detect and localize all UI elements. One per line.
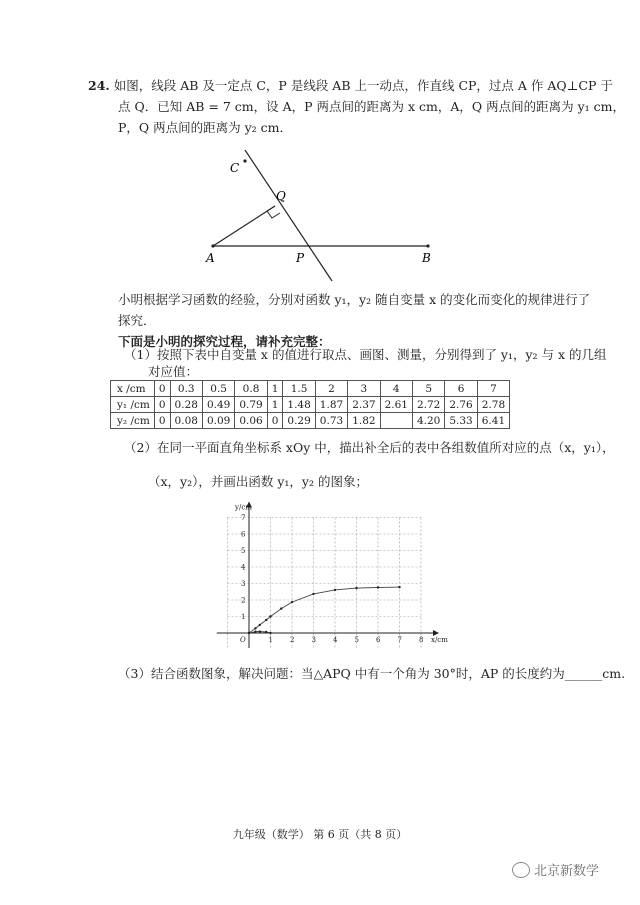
label-a: A bbox=[206, 251, 215, 265]
table-cell bbox=[380, 413, 412, 429]
table-cell: 2.76 bbox=[445, 397, 477, 413]
coordinate-chart bbox=[205, 500, 450, 648]
series-y2-point bbox=[248, 632, 250, 634]
part1-line-2: 对应值： bbox=[148, 364, 199, 379]
table-cell: 2.78 bbox=[477, 397, 509, 413]
point-c bbox=[243, 159, 246, 162]
label-p: P bbox=[296, 251, 305, 265]
table-cell: 2.61 bbox=[380, 397, 412, 413]
table-cell: 0 bbox=[154, 397, 170, 413]
intro-line-2: 探究． bbox=[118, 313, 156, 328]
table-cell: 0.8 bbox=[235, 381, 267, 397]
y-tick-label: 4 bbox=[241, 563, 246, 572]
x-tick-label: 5 bbox=[354, 636, 359, 644]
series-y1-point bbox=[265, 619, 267, 621]
series-y2-point bbox=[265, 631, 267, 633]
table-cell: 0.28 bbox=[170, 397, 202, 413]
x-tick-label: 2 bbox=[290, 636, 295, 644]
x-tick-label: 3 bbox=[311, 636, 316, 644]
problem-line-2: 点 Q．已知 AB = 7 cm，设 A，P 两点间的距离为 x cm，A，Q 两点间的距离为 y₁ cm， bbox=[118, 99, 625, 114]
table-row bbox=[111, 381, 510, 397]
table-cell: 0.49 bbox=[202, 397, 234, 413]
table-cell: 0.5 bbox=[202, 381, 234, 397]
table-row-label: y₁ /cm bbox=[111, 397, 155, 413]
label-q: Q bbox=[276, 189, 286, 203]
table-cell: 0 bbox=[154, 413, 170, 429]
table-cell: 1 bbox=[267, 381, 283, 397]
chart-axes bbox=[217, 502, 439, 649]
table-cell: 1.87 bbox=[315, 397, 347, 413]
origin-label: O bbox=[240, 636, 246, 644]
table-cell: 1.82 bbox=[348, 413, 380, 429]
values-table bbox=[110, 380, 510, 429]
series-y2-point bbox=[254, 630, 256, 632]
line-cp bbox=[245, 150, 332, 281]
right-angle-mark bbox=[267, 206, 280, 218]
series-y1-point bbox=[334, 589, 336, 591]
y-tick-label: 3 bbox=[241, 580, 246, 588]
table-row bbox=[111, 413, 510, 429]
x-tick-label: 1 bbox=[268, 636, 273, 644]
table-row bbox=[111, 397, 510, 413]
table-cell: 0.3 bbox=[170, 381, 202, 397]
x-tick-label: 6 bbox=[376, 636, 381, 644]
part2-line-1: （2）在同一平面直角坐标系 xOy 中，描出补全后的表中各组数值所对应的点（x，y₁）， bbox=[124, 440, 615, 455]
table-cell: 0 bbox=[267, 413, 283, 429]
table-cell: 3 bbox=[348, 381, 380, 397]
y-axis-label: y/cm bbox=[235, 503, 252, 512]
table-cell: 1.48 bbox=[283, 397, 315, 413]
label-b: B bbox=[422, 251, 431, 265]
y-tick-label: 1 bbox=[241, 613, 246, 621]
table-cell: 0.29 bbox=[283, 413, 315, 429]
series-y1-point bbox=[377, 586, 379, 588]
label-c: C bbox=[230, 161, 240, 175]
series-y2-point bbox=[259, 630, 261, 632]
part1-line-1: （1）按照下表中自变量 x 的值进行取点、画图、测量，分别得到了 y₁，y₂ 与 x 的几组 bbox=[124, 347, 607, 362]
watermark-text: 北京新数学 bbox=[534, 864, 600, 879]
page-footer: 九年级（数学） 第 6 页（共 8 页） bbox=[232, 828, 408, 841]
table-cell: 4.20 bbox=[412, 413, 444, 429]
wechat-icon bbox=[512, 862, 530, 878]
series-y1-point bbox=[280, 607, 282, 609]
table-cell: 1.5 bbox=[283, 381, 315, 397]
part3-text: （3）结合函数图象，解决问题：当△APQ 中有一个角为 30°时，AP 的长度约为 bbox=[118, 666, 565, 681]
table-cell: 2.72 bbox=[412, 397, 444, 413]
table-cell: 0.79 bbox=[235, 397, 267, 413]
table-cell: 0.09 bbox=[202, 413, 234, 429]
table-cell: 2 bbox=[315, 381, 347, 397]
series-y1-point bbox=[254, 627, 256, 629]
series-y1-point bbox=[291, 601, 293, 603]
x-tick-label: 4 bbox=[333, 636, 338, 644]
y-tick-label: 7 bbox=[241, 514, 246, 522]
x-axis-label: x/cm bbox=[431, 636, 448, 644]
watermark bbox=[512, 860, 599, 879]
y-tick-label: 6 bbox=[241, 530, 246, 539]
section-heading: 下面是小明的探究过程，请补充完整： bbox=[118, 334, 331, 349]
point-b bbox=[426, 244, 429, 247]
x-tick-label: 7 bbox=[397, 636, 402, 644]
table-cell: 5 bbox=[412, 381, 444, 397]
table-cell: 4 bbox=[380, 381, 412, 397]
table-cell: 0.08 bbox=[170, 413, 202, 429]
table-cell: 5.33 bbox=[445, 413, 477, 429]
table-cell: 0.06 bbox=[235, 413, 267, 429]
series-y2-point bbox=[269, 632, 271, 634]
problem-text-1: 如图，线段 AB 及一定点 C，P 是线段 AB 上一动点，作直线 CP，过点 A 作 AQ⊥CP 于 bbox=[113, 78, 613, 93]
table-row-label: y₂ /cm bbox=[111, 413, 155, 429]
part2-line-2: （x，y₂），并画出函数 y₁，y₂ 的图象； bbox=[148, 474, 368, 489]
table-row-label: x /cm bbox=[111, 381, 155, 397]
problem-number: 24. bbox=[88, 78, 110, 93]
y-tick-label: 5 bbox=[241, 547, 246, 555]
segment-aq bbox=[213, 206, 275, 246]
series-y1-point bbox=[269, 615, 271, 617]
series-y1-point bbox=[259, 624, 261, 626]
point-a bbox=[211, 244, 214, 247]
series-y1-point bbox=[398, 586, 400, 588]
problem-line-3: P，Q 两点间的距离为 y₂ cm． bbox=[118, 120, 293, 135]
table-cell: 0.73 bbox=[315, 413, 347, 429]
table-cell: 1 bbox=[267, 397, 283, 413]
part3-unit: cm. bbox=[602, 666, 626, 681]
chart-ticks bbox=[234, 504, 448, 645]
table-cell: 7 bbox=[477, 381, 509, 397]
answer-blank[interactable]: ______ bbox=[564, 666, 603, 681]
table-cell: 6.41 bbox=[477, 413, 509, 429]
table-cell: 6 bbox=[445, 381, 477, 397]
problem-line-1 bbox=[88, 76, 613, 96]
geometry-figure bbox=[200, 150, 450, 285]
table-cell: 0 bbox=[154, 381, 170, 397]
y-tick-label: 2 bbox=[241, 596, 246, 605]
part3-line bbox=[118, 664, 625, 684]
x-tick-label: 8 bbox=[419, 636, 424, 644]
series-y1-point bbox=[355, 587, 357, 589]
series-y1-point bbox=[312, 593, 314, 595]
table-cell: 2.37 bbox=[348, 397, 380, 413]
series-y1-curve bbox=[249, 587, 400, 633]
intro-line-1: 小明根据学习函数的经验，分别对函数 y₁，y₂ 随自变量 x 的变化而变化的规律进行了 bbox=[118, 292, 591, 307]
